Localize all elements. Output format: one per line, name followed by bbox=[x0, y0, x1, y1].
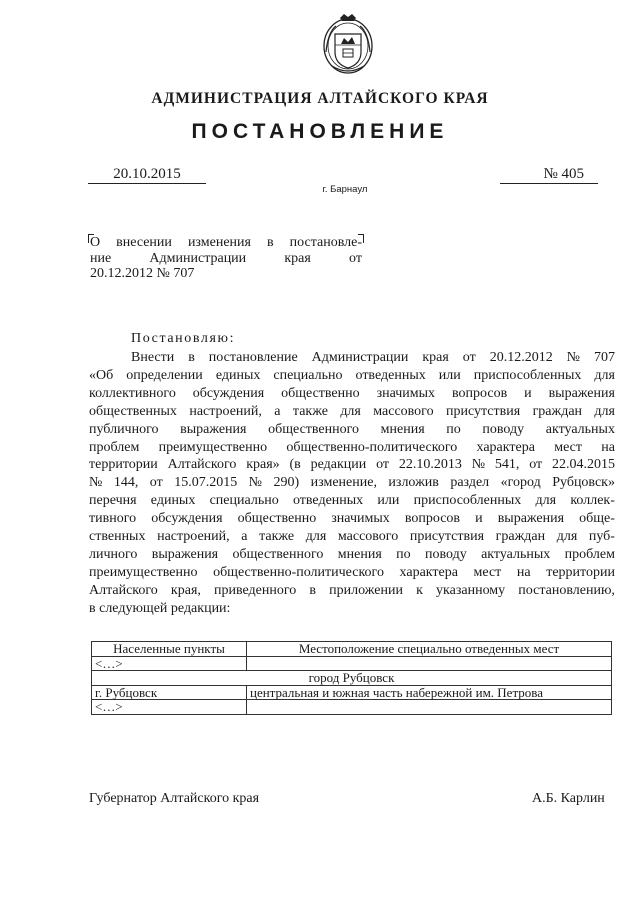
subject-line: О внесении изменения в постановле- bbox=[90, 235, 362, 250]
body-line: тивного обсуждения общественно значимых вопросов и выражения обще- bbox=[89, 511, 615, 527]
places-table bbox=[91, 641, 612, 715]
table-cell bbox=[247, 656, 612, 671]
table-row bbox=[92, 685, 612, 700]
body-line: проблем преимущественно общественно-политического характера мест на bbox=[89, 439, 615, 455]
table-header-cell: Местоположение специально отведенных мест bbox=[247, 642, 612, 657]
coat-of-arms-icon bbox=[318, 12, 378, 76]
subject-line: ние Администрации края от bbox=[90, 250, 362, 266]
decree-word: Постановляю: bbox=[131, 331, 236, 346]
body-line: ственных настроений, а также для массового присутствия граждан для пуб- bbox=[89, 529, 615, 545]
document-type-title: ПОСТАНОВЛЕНИЕ bbox=[191, 120, 449, 143]
body-line: перечня единых специально отведенных или приспособленных для коллек- bbox=[89, 493, 615, 509]
table-cell: г. Рубцовск bbox=[92, 685, 247, 700]
body-line: общественных настроений, а также для массового присутствия граждан для bbox=[89, 403, 615, 419]
body-line: Алтайского края, приведенного в приложении к указанному постановлению, bbox=[89, 582, 615, 598]
table-cell: центральная и южная часть набережной им. Петрова bbox=[247, 685, 612, 700]
table-header-row bbox=[92, 642, 612, 657]
signer-name: А.Б. Карлин bbox=[532, 791, 605, 806]
table-header-cell: Населенные пункты bbox=[92, 642, 247, 657]
body-line: № 144, от 15.07.2015 № 290) изменение, изложив раздел «город Рубцовск» bbox=[89, 475, 615, 491]
body-line: Внести в постановление Администрации края от 20.12.2012 № 707 bbox=[131, 350, 615, 365]
table-row bbox=[92, 700, 612, 715]
table-row bbox=[92, 671, 612, 686]
table-cell: <…> bbox=[92, 700, 247, 715]
body-line: территории Алтайского края» (в редакции от 22.10.2013 № 541, от 22.04.2015 bbox=[89, 457, 615, 473]
body-line: преимущественно общественно-политического характера мест на территории bbox=[89, 564, 615, 580]
document-city: г. Барнаул bbox=[322, 184, 368, 195]
document-number: № 405 bbox=[500, 166, 598, 184]
table-row bbox=[92, 656, 612, 671]
signer-title: Губернатор Алтайского края bbox=[89, 791, 260, 806]
body-line: личного выражения общественного мнения по поводу актуальных проблем bbox=[89, 546, 615, 562]
subject-line: 20.12.2012 № 707 bbox=[90, 266, 195, 281]
table-cell bbox=[247, 700, 612, 715]
document-date: 20.10.2015 bbox=[88, 166, 206, 184]
body-line: «Об определении единых специально отведенных или приспособленных для bbox=[89, 367, 615, 383]
body-line: в следующей редакции: bbox=[89, 600, 231, 616]
table-section-title: город Рубцовск bbox=[92, 671, 612, 686]
body-line: публичного выражения общественного мнения по поводу актуальных bbox=[89, 421, 615, 437]
body-line: коллективного обсуждения общественно значимых вопросов и выражения bbox=[89, 385, 615, 401]
organization-name: АДМИНИСТРАЦИЯ АЛТАЙСКОГО КРАЯ bbox=[151, 90, 489, 107]
table-cell: <…> bbox=[92, 656, 247, 671]
document-subject bbox=[90, 235, 362, 282]
body-paragraph bbox=[89, 349, 615, 618]
